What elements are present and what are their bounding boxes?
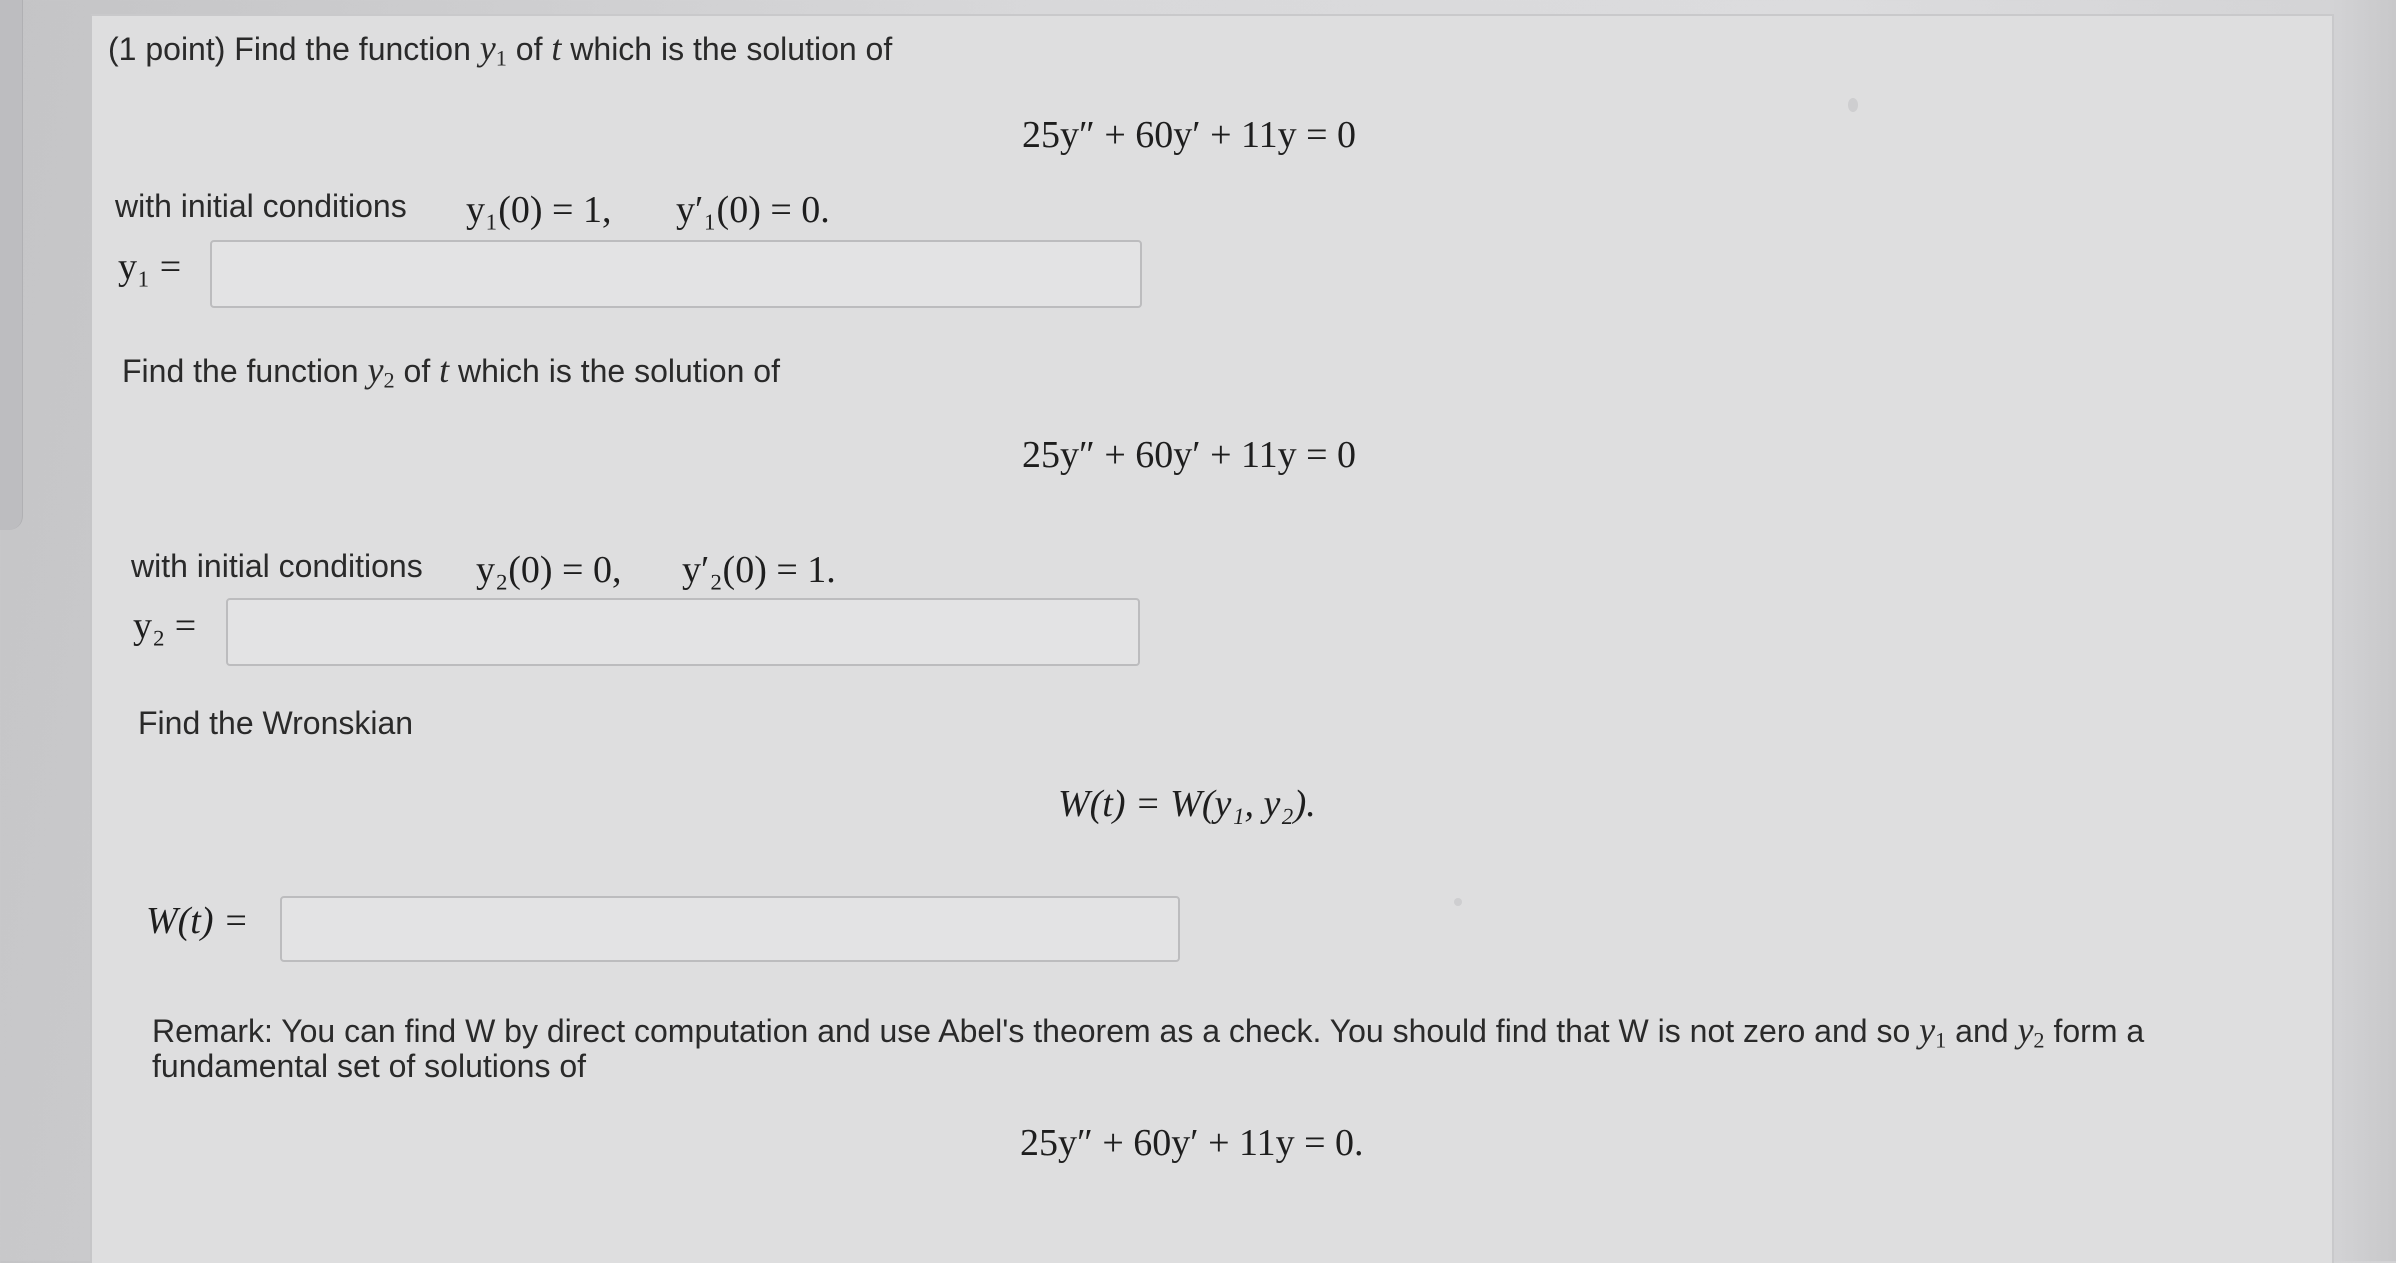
y1-answer-input[interactable] [210, 240, 1142, 308]
part1-prompt-after: which is the solution of [561, 31, 893, 67]
remark-after: form a [2044, 1013, 2145, 1049]
part3-prompt: Find the Wronskian [138, 705, 414, 741]
part2-prompt-of: of [394, 353, 440, 389]
remark-line1 [152, 1012, 2144, 1052]
part2-answer-label: y₂ = [133, 605, 197, 647]
part2-condition-b: y′₂(0) = 1. [682, 549, 836, 591]
part1-prompt [108, 30, 892, 70]
part2-prompt-text: Find the function [122, 353, 368, 389]
remark-text: Remark: You can find W by direct computation and use Abel's theorem as a check. You should find that W is not zero and so [152, 1013, 1920, 1049]
left-window-edge [0, 0, 23, 530]
part2-prompt-var [367, 350, 395, 393]
remark-equation: 25y″ + 60y′ + 11y = 0. [1020, 1122, 1364, 1164]
part2-prompt-var-sub: 2 [383, 367, 395, 393]
part1-conditions-label: with initial conditions [115, 188, 407, 224]
part2-condition-a: y₂(0) = 0, [476, 549, 622, 591]
wronskian-answer-input[interactable] [280, 896, 1180, 962]
photo-smudge [1848, 98, 1858, 112]
part2-prompt-var-letter: y [367, 350, 384, 390]
part1-equation: 25y″ + 60y′ + 11y = 0 [1022, 114, 1357, 156]
part1-prompt-var [479, 28, 507, 71]
part1-prompt-var-sub: 1 [495, 45, 507, 71]
part1-prompt-of: of [506, 31, 552, 67]
part3-answer-label: W(t) = [146, 900, 249, 942]
part2-prompt-t: t [439, 350, 450, 390]
photo-smudge [1454, 898, 1462, 906]
right-background [2326, 0, 2396, 1261]
remark-var1-letter: y [1919, 1010, 1936, 1050]
remark-var2-letter: y [2017, 1010, 2034, 1050]
part1-prompt-var-letter: y [479, 28, 496, 68]
remark-line2: fundamental set of solutions of [152, 1048, 587, 1084]
part2-conditions-label: with initial conditions [131, 548, 423, 584]
part1-prompt-text: (1 point) Find the function [108, 31, 480, 67]
part1-answer-label: y₁ = [118, 246, 182, 288]
part1-condition-a: y₁(0) = 1, [466, 189, 612, 231]
remark-var2 [2017, 1010, 2045, 1053]
part2-prompt [122, 352, 780, 392]
remark-var1 [1919, 1010, 1947, 1053]
part2-equation: 25y″ + 60y′ + 11y = 0 [1022, 434, 1357, 476]
remark-var2-sub: 2 [2033, 1027, 2045, 1053]
y2-answer-input[interactable] [226, 598, 1140, 666]
remark-and: and [1946, 1013, 2018, 1049]
part1-condition-b: y′₁(0) = 0. [676, 189, 830, 231]
remark-var1-sub: 1 [1935, 1027, 1947, 1053]
wronskian-equation: W(t) = W(y₁, y₂). [1058, 783, 1316, 825]
part1-prompt-t: t [551, 28, 562, 68]
part2-prompt-after: which is the solution of [449, 353, 780, 389]
